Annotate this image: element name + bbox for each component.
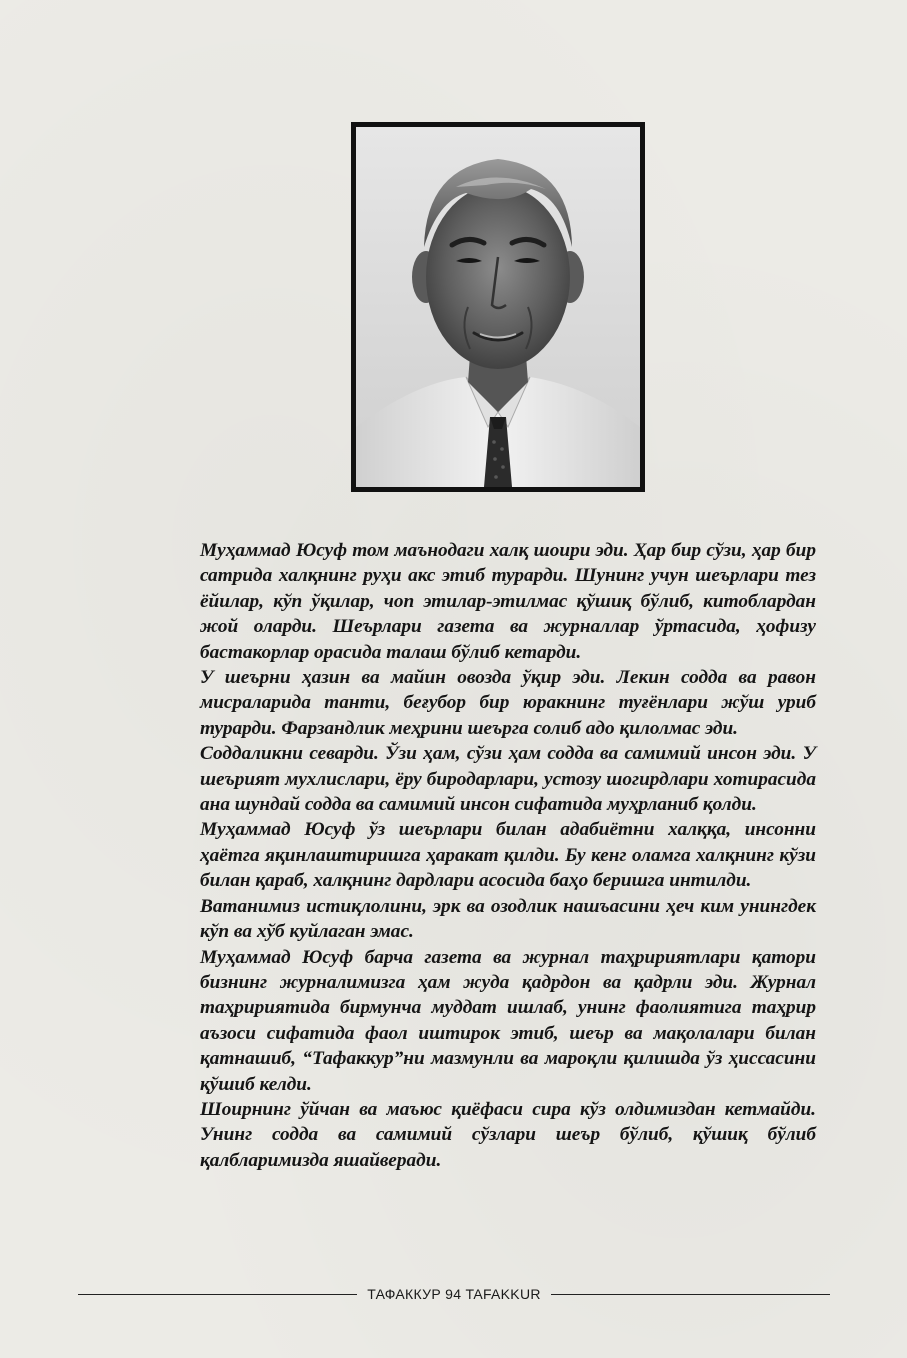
memorial-paragraph-4: Муҳаммад Юсуф ўз шеърлари билан адабиётни халққа, инсонни ҳаётга яқинлаштиришга ҳаракат қилди. Бу кенг оламга халқнинг кўзи билан қараб, халқнинг дардлари асосида баҳо беришга интилди. <box>200 819 816 892</box>
footer-label: ТАФАККУР 94 TAFAKKUR <box>367 1286 541 1302</box>
page-footer <box>78 1284 830 1304</box>
memorial-paragraph-1: Муҳаммад Юсуф том маънодаги халқ шоири эди. Ҳар бир сўзи, ҳар бир сатрида халқнинг руҳи акс этиб турарди. Шунинг учун шеърлари тез ёйилар, кўп ўқилар, чоп этилар-этилмас қўшиқ бўлиб, китоблардан жой оларди. Шеърлари газета ва журналлар ўртасида, ҳофизу бастакорлар орасида талаш бўлиб кетарди. <box>200 540 816 663</box>
portrait-photo <box>351 122 645 492</box>
footer-rule-right <box>551 1294 830 1295</box>
memorial-paragraph-2: У шеърни ҳазин ва майин овозда ўқир эди. Лекин содда ва равон мисраларида танти, беғубор бир юракнинг туғёнлари жўш уриб турарди. Фарзандлик меҳрини шеърга солиб адо қилолмас эди. <box>200 667 816 739</box>
memorial-paragraph-6: Муҳаммад Юсуф барча газета ва журнал таҳририятлари қатори бизнинг журналимизга ҳам жуда қадрдон ва қадрли эди. Журнал таҳририятида бирмунча муддат ишлаб, унинг фаолиятига таҳрир аъзоси сифатида фаол иштирок этиб, шеър ва мақолалари билан қатнашиб, “Тафаккур”ни мазмунли ва мароқли қилишда ўз ҳиссасини қўшиб келди. <box>200 946 816 1095</box>
memorial-paragraph-3: Соддаликни севарди. Ўзи ҳам, сўзи ҳам содда ва самимий инсон эди. У шеърият мухлислари, ёру биродарлари, устозу шогирдлари хотирасида ана шундай содда ва самимий инсон сифатида муҳрланиб қолди. <box>200 743 816 816</box>
memorial-paragraph-5: Ватанимиз истиқлолини, эрк ва озодлик нашъасини ҳеч ким унингдек кўп ва хўб куйлаган эмас. <box>200 895 816 943</box>
footer-rule-left <box>78 1294 357 1295</box>
memorial-text <box>200 538 816 1173</box>
memorial-paragraph-7: Шоирнинг ўйчан ва маъюс қиёфаси сира кўз олдимиздан кетмайди. Унинг содда ва самимий сўзлари шеър бўлиб, қўшиқ бўлиб қалбларимизда яшайверади. <box>200 1098 816 1171</box>
